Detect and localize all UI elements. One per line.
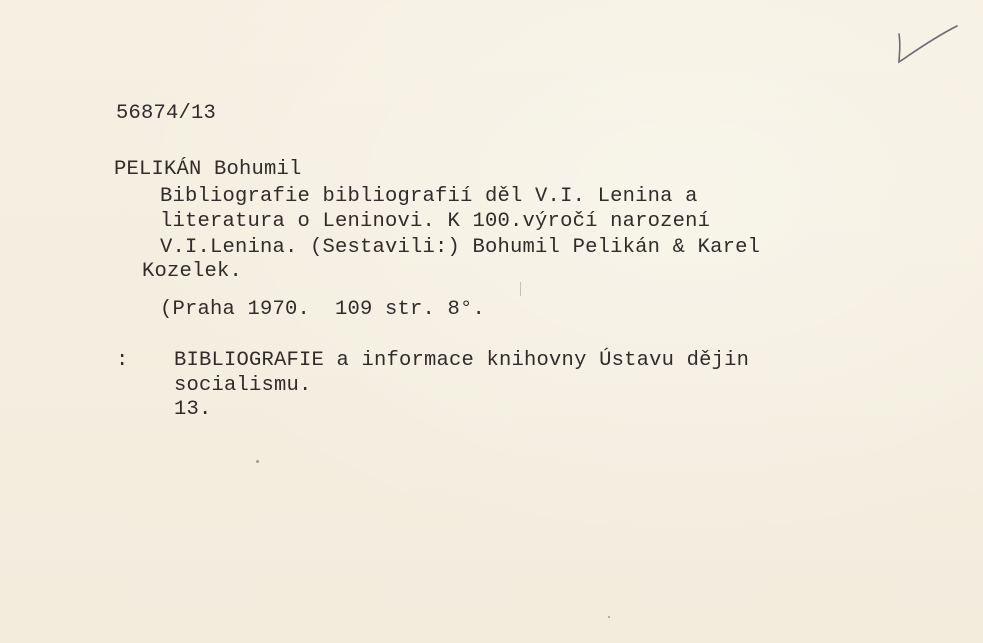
paper-speck xyxy=(608,616,610,618)
check-mark-icon xyxy=(893,24,963,68)
series-line: socialismu. xyxy=(174,374,312,397)
series-line: 13. xyxy=(174,398,212,421)
title-line: Kozelek. xyxy=(142,260,243,283)
series-marker: : xyxy=(116,349,129,372)
series-line: BIBLIOGRAFIE a informace knihovny Ústavu dějin xyxy=(174,349,750,372)
imprint-line: (Praha 1970. 109 str. 8°. xyxy=(160,298,486,321)
paper-mark xyxy=(520,282,521,296)
title-line: V.I.Lenina. (Sestavili:) Bohumil Pelikán & Karel xyxy=(160,236,761,259)
author-heading: PELIKÁN Bohumil xyxy=(114,158,302,181)
call-number: 56874/13 xyxy=(116,102,217,125)
paper-speck xyxy=(256,460,259,463)
title-line: Bibliografie bibliografií děl V.I. Lenina a xyxy=(160,185,698,208)
title-line: literatura o Leninovi. K 100.výročí narození xyxy=(160,210,711,233)
